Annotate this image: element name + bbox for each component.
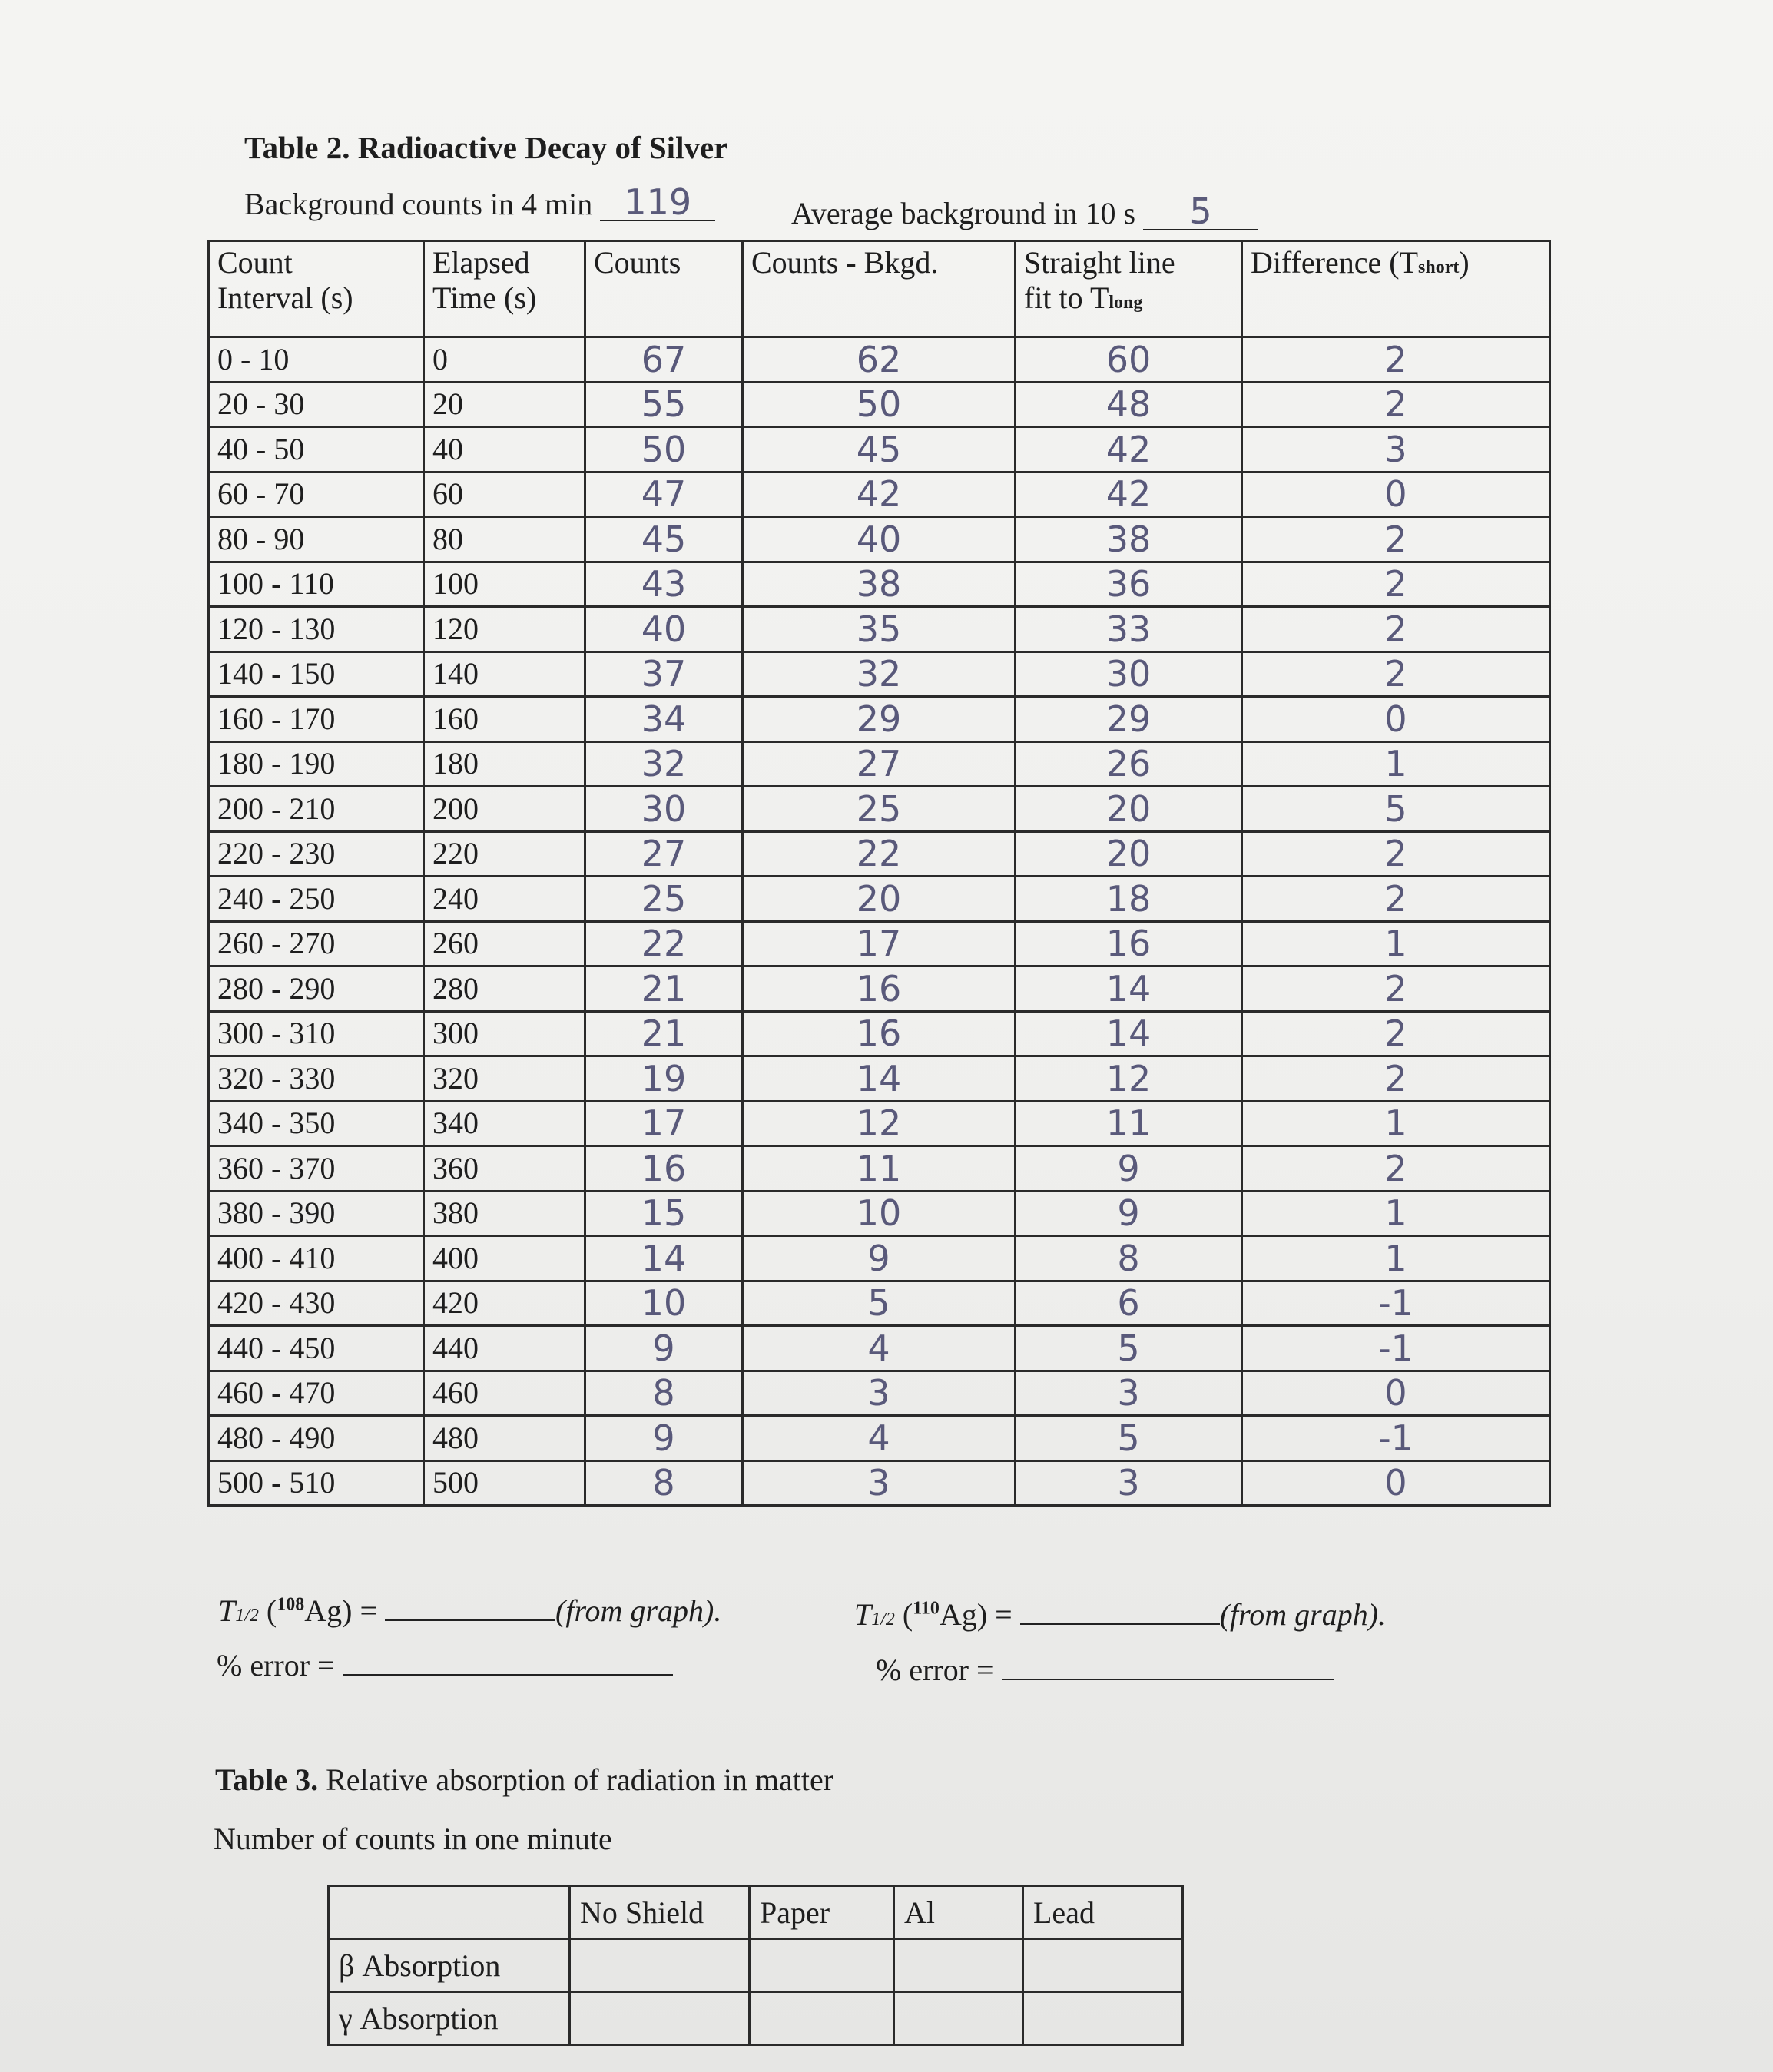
interval-cell: 180 - 190 (209, 741, 424, 787)
table-row (209, 1236, 1550, 1281)
straight-line-fit-cell: 29 (1016, 697, 1242, 742)
table-row (209, 1416, 1550, 1461)
gamma-absorption-label: γ Absorption (329, 1992, 570, 2045)
elapsed-time-cell: 340 (424, 1101, 585, 1146)
table-row (209, 966, 1550, 1012)
counts-minus-background-cell: 32 (743, 651, 1016, 697)
interval-cell: 200 - 210 (209, 787, 424, 832)
counts-cell: 32 (585, 741, 743, 787)
counts-cell: 21 (585, 1011, 743, 1056)
table-row (209, 1056, 1550, 1102)
counts-cell: 25 (585, 877, 743, 922)
interval-cell: 160 - 170 (209, 697, 424, 742)
beta-absorption-row (329, 1939, 1183, 1992)
counts-minus-background-cell: 4 (743, 1416, 1016, 1461)
elapsed-time-cell: 300 (424, 1011, 585, 1056)
absorption-header-blank (329, 1886, 570, 1939)
difference-cell: 2 (1242, 1056, 1550, 1102)
counts-minus-background-cell: 10 (743, 1191, 1016, 1236)
header-straight-line-fit: Straight line fit to Tlong (1016, 241, 1242, 337)
background-counts-value: 119 (600, 184, 715, 221)
straight-line-fit-cell: 9 (1016, 1146, 1242, 1192)
table-row (209, 1460, 1550, 1506)
counts-minus-background-cell: 22 (743, 831, 1016, 877)
percent-error-108-line: % error = (217, 1647, 673, 1683)
header-elapsed-time: Elapsed Time (s) (424, 241, 585, 337)
straight-line-fit-cell: 42 (1016, 472, 1242, 517)
counts-cell: 40 (585, 607, 743, 652)
interval-cell: 360 - 370 (209, 1146, 424, 1192)
average-background-value: 5 (1143, 194, 1258, 230)
difference-cell: 2 (1242, 607, 1550, 652)
elapsed-time-cell: 0 (424, 337, 585, 383)
half-life-108-blank[interactable] (385, 1596, 555, 1621)
difference-cell: -1 (1242, 1416, 1550, 1461)
table-row (209, 787, 1550, 832)
interval-cell: 500 - 510 (209, 1460, 424, 1506)
elapsed-time-cell: 40 (424, 427, 585, 472)
straight-line-fit-cell: 42 (1016, 427, 1242, 472)
counts-minus-background-cell: 5 (743, 1281, 1016, 1326)
difference-cell: 0 (1242, 1460, 1550, 1506)
counts-cell: 10 (585, 1281, 743, 1326)
counts-cell: 30 (585, 787, 743, 832)
table-row (209, 1326, 1550, 1371)
interval-cell: 80 - 90 (209, 517, 424, 562)
gamma-no-shield-cell[interactable] (570, 1992, 750, 2045)
elapsed-time-cell: 100 (424, 562, 585, 607)
interval-cell: 460 - 470 (209, 1371, 424, 1416)
interval-cell: 400 - 410 (209, 1236, 424, 1281)
table-row (209, 1101, 1550, 1146)
counts-cell: 15 (585, 1191, 743, 1236)
difference-cell: 2 (1242, 1146, 1550, 1192)
straight-line-fit-cell: 9 (1016, 1191, 1242, 1236)
difference-cell: 2 (1242, 382, 1550, 427)
interval-cell: 420 - 430 (209, 1281, 424, 1326)
difference-cell: 5 (1242, 787, 1550, 832)
difference-cell: 0 (1242, 1371, 1550, 1416)
table-row (209, 921, 1550, 966)
counts-minus-background-cell: 38 (743, 562, 1016, 607)
difference-cell: 1 (1242, 921, 1550, 966)
elapsed-time-cell: 460 (424, 1371, 585, 1416)
percent-error-110-blank[interactable] (1002, 1656, 1334, 1680)
elapsed-time-cell: 400 (424, 1236, 585, 1281)
difference-cell: 0 (1242, 697, 1550, 742)
counts-minus-background-cell: 4 (743, 1326, 1016, 1371)
difference-cell: 2 (1242, 562, 1550, 607)
straight-line-fit-cell: 20 (1016, 831, 1242, 877)
straight-line-fit-cell: 33 (1016, 607, 1242, 652)
counts-cell: 47 (585, 472, 743, 517)
absorption-table (327, 1885, 1184, 2046)
table-row (209, 741, 1550, 787)
counts-cell: 16 (585, 1146, 743, 1192)
counts-cell: 9 (585, 1326, 743, 1371)
elapsed-time-cell: 380 (424, 1191, 585, 1236)
elapsed-time-cell: 20 (424, 382, 585, 427)
interval-cell: 220 - 230 (209, 831, 424, 877)
elapsed-time-cell: 360 (424, 1146, 585, 1192)
straight-line-fit-cell: 3 (1016, 1371, 1242, 1416)
gamma-al-cell[interactable] (894, 1992, 1023, 2045)
elapsed-time-cell: 220 (424, 831, 585, 877)
interval-cell: 20 - 30 (209, 382, 424, 427)
table-row (209, 1371, 1550, 1416)
beta-absorption-label: β Absorption (329, 1939, 570, 1992)
counts-cell: 8 (585, 1460, 743, 1506)
counts-minus-background-cell: 9 (743, 1236, 1016, 1281)
half-life-108-line: T1/2 ($^{108}$Ag) = (from graph). (218, 1593, 722, 1628)
interval-cell: 340 - 350 (209, 1101, 424, 1146)
elapsed-time-cell: 60 (424, 472, 585, 517)
straight-line-fit-cell: 16 (1016, 921, 1242, 966)
header-count-interval: Count Interval (s) (209, 241, 424, 337)
table-row (209, 607, 1550, 652)
straight-line-fit-cell: 18 (1016, 877, 1242, 922)
straight-line-fit-cell: 30 (1016, 651, 1242, 697)
elapsed-time-cell: 180 (424, 741, 585, 787)
counts-cell: 19 (585, 1056, 743, 1102)
difference-cell: 2 (1242, 1011, 1550, 1056)
counts-minus-background-cell: 17 (743, 921, 1016, 966)
straight-line-fit-cell: 48 (1016, 382, 1242, 427)
counts-cell: 17 (585, 1101, 743, 1146)
beta-paper-cell[interactable] (750, 1939, 894, 1992)
table-row (209, 472, 1550, 517)
table-row (209, 1191, 1550, 1236)
interval-cell: 280 - 290 (209, 966, 424, 1012)
decay-table-header (209, 241, 1550, 337)
counts-cell: 37 (585, 651, 743, 697)
table-row (209, 877, 1550, 922)
straight-line-fit-cell: 3 (1016, 1460, 1242, 1506)
table-row (209, 382, 1550, 427)
elapsed-time-cell: 80 (424, 517, 585, 562)
gamma-paper-cell[interactable] (750, 1992, 894, 2045)
counts-minus-background-cell: 3 (743, 1460, 1016, 1506)
table-row (209, 1281, 1550, 1326)
table-row (209, 697, 1550, 742)
elapsed-time-cell: 320 (424, 1056, 585, 1102)
counts-cell: 45 (585, 517, 743, 562)
background-counts-label: Background counts in 4 min (244, 187, 593, 221)
interval-cell: 480 - 490 (209, 1416, 424, 1461)
gamma-absorption-row (329, 1992, 1183, 2045)
percent-error-108-blank[interactable] (343, 1651, 673, 1676)
straight-line-fit-cell: 5 (1016, 1326, 1242, 1371)
straight-line-fit-cell: 8 (1016, 1236, 1242, 1281)
table-row (209, 517, 1550, 562)
counts-minus-background-cell: 16 (743, 966, 1016, 1012)
interval-cell: 380 - 390 (209, 1191, 424, 1236)
counts-minus-background-cell: 14 (743, 1056, 1016, 1102)
straight-line-fit-cell: 14 (1016, 966, 1242, 1012)
counts-minus-background-cell: 45 (743, 427, 1016, 472)
difference-cell: 0 (1242, 472, 1550, 517)
counts-minus-background-cell: 3 (743, 1371, 1016, 1416)
counts-minus-background-cell: 42 (743, 472, 1016, 517)
elapsed-time-cell: 420 (424, 1281, 585, 1326)
difference-cell: 1 (1242, 1236, 1550, 1281)
straight-line-fit-cell: 12 (1016, 1056, 1242, 1102)
difference-cell: -1 (1242, 1281, 1550, 1326)
table-row (209, 831, 1550, 877)
beta-no-shield-cell[interactable] (570, 1939, 750, 1992)
absorption-header-paper: Paper (750, 1886, 894, 1939)
elapsed-time-cell: 280 (424, 966, 585, 1012)
counts-cell: 34 (585, 697, 743, 742)
counts-minus-background-cell: 40 (743, 517, 1016, 562)
elapsed-time-cell: 480 (424, 1416, 585, 1461)
counts-minus-background-cell: 16 (743, 1011, 1016, 1056)
table-row (209, 427, 1550, 472)
table-row (209, 562, 1550, 607)
elapsed-time-cell: 140 (424, 651, 585, 697)
average-background-line (791, 191, 1258, 232)
average-background-label: Average background in 10 s (791, 196, 1136, 230)
half-life-110-line: T1/2 ($^{110}$Ag) = (from graph). (854, 1597, 1387, 1632)
counts-minus-background-cell: 11 (743, 1146, 1016, 1192)
straight-line-fit-cell: 14 (1016, 1011, 1242, 1056)
interval-cell: 40 - 50 (209, 427, 424, 472)
counts-cell: 27 (585, 831, 743, 877)
counts-minus-background-cell: 12 (743, 1101, 1016, 1146)
header-counts-minus-background: Counts - Bkgd. (743, 241, 1016, 337)
elapsed-time-cell: 440 (424, 1326, 585, 1371)
counts-cell: 55 (585, 382, 743, 427)
difference-cell: 1 (1242, 1191, 1550, 1236)
counts-cell: 9 (585, 1416, 743, 1461)
straight-line-fit-cell: 36 (1016, 562, 1242, 607)
interval-cell: 240 - 250 (209, 877, 424, 922)
percent-error-110-line: % error = (876, 1652, 1334, 1688)
header-difference: Difference (Tshort) (1242, 241, 1550, 337)
difference-cell: 2 (1242, 831, 1550, 877)
table-row (209, 1011, 1550, 1056)
interval-cell: 100 - 110 (209, 562, 424, 607)
difference-cell: 1 (1242, 741, 1550, 787)
interval-cell: 60 - 70 (209, 472, 424, 517)
absorption-header-no-shield: No Shield (570, 1886, 750, 1939)
half-life-110-blank[interactable] (1020, 1600, 1220, 1625)
decay-table-body (209, 337, 1550, 1506)
interval-cell: 140 - 150 (209, 651, 424, 697)
counts-minus-background-cell: 25 (743, 787, 1016, 832)
table-row (209, 337, 1550, 383)
elapsed-time-cell: 240 (424, 877, 585, 922)
straight-line-fit-cell: 5 (1016, 1416, 1242, 1461)
counts-minus-background-cell: 27 (743, 741, 1016, 787)
difference-cell: 2 (1242, 877, 1550, 922)
absorption-table-header (329, 1886, 1183, 1939)
elapsed-time-cell: 120 (424, 607, 585, 652)
gamma-lead-cell[interactable] (1023, 1992, 1183, 2045)
counts-minus-background-cell: 50 (743, 382, 1016, 427)
interval-cell: 440 - 450 (209, 1326, 424, 1371)
difference-cell: 2 (1242, 651, 1550, 697)
counts-cell: 22 (585, 921, 743, 966)
counts-cell: 8 (585, 1371, 743, 1416)
counts-minus-background-cell: 20 (743, 877, 1016, 922)
background-counts-line (244, 181, 715, 223)
decay-table (207, 240, 1551, 1507)
difference-cell: -1 (1242, 1326, 1550, 1371)
counts-cell: 67 (585, 337, 743, 383)
counts-cell: 43 (585, 562, 743, 607)
elapsed-time-cell: 160 (424, 697, 585, 742)
table2-title: Table 2. Radioactive Decay of Silver (244, 130, 728, 165)
interval-cell: 320 - 330 (209, 1056, 424, 1102)
header-counts: Counts (585, 241, 743, 337)
counts-cell: 50 (585, 427, 743, 472)
difference-cell: 2 (1242, 966, 1550, 1012)
table-row (209, 1146, 1550, 1192)
straight-line-fit-cell: 38 (1016, 517, 1242, 562)
difference-cell: 2 (1242, 517, 1550, 562)
table-row (209, 651, 1550, 697)
table3-title: Table 3. Relative absorption of radiation in matter (215, 1762, 834, 1797)
counts-minus-background-cell: 29 (743, 697, 1016, 742)
counts-minus-background-cell: 62 (743, 337, 1016, 383)
straight-line-fit-cell: 26 (1016, 741, 1242, 787)
absorption-header-al: Al (894, 1886, 1023, 1939)
straight-line-fit-cell: 11 (1016, 1101, 1242, 1146)
elapsed-time-cell: 500 (424, 1460, 585, 1506)
counts-minus-background-cell: 35 (743, 607, 1016, 652)
interval-cell: 120 - 130 (209, 607, 424, 652)
difference-cell: 1 (1242, 1101, 1550, 1146)
absorption-header-lead: Lead (1023, 1886, 1183, 1939)
elapsed-time-cell: 260 (424, 921, 585, 966)
beta-lead-cell[interactable] (1023, 1939, 1183, 1992)
elapsed-time-cell: 200 (424, 787, 585, 832)
difference-cell: 2 (1242, 337, 1550, 383)
straight-line-fit-cell: 6 (1016, 1281, 1242, 1326)
straight-line-fit-cell: 20 (1016, 787, 1242, 832)
table3-subtitle: Number of counts in one minute (214, 1822, 612, 1856)
interval-cell: 0 - 10 (209, 337, 424, 383)
difference-cell: 3 (1242, 427, 1550, 472)
interval-cell: 300 - 310 (209, 1011, 424, 1056)
counts-cell: 21 (585, 966, 743, 1012)
beta-al-cell[interactable] (894, 1939, 1023, 1992)
straight-line-fit-cell: 60 (1016, 337, 1242, 383)
counts-cell: 14 (585, 1236, 743, 1281)
interval-cell: 260 - 270 (209, 921, 424, 966)
